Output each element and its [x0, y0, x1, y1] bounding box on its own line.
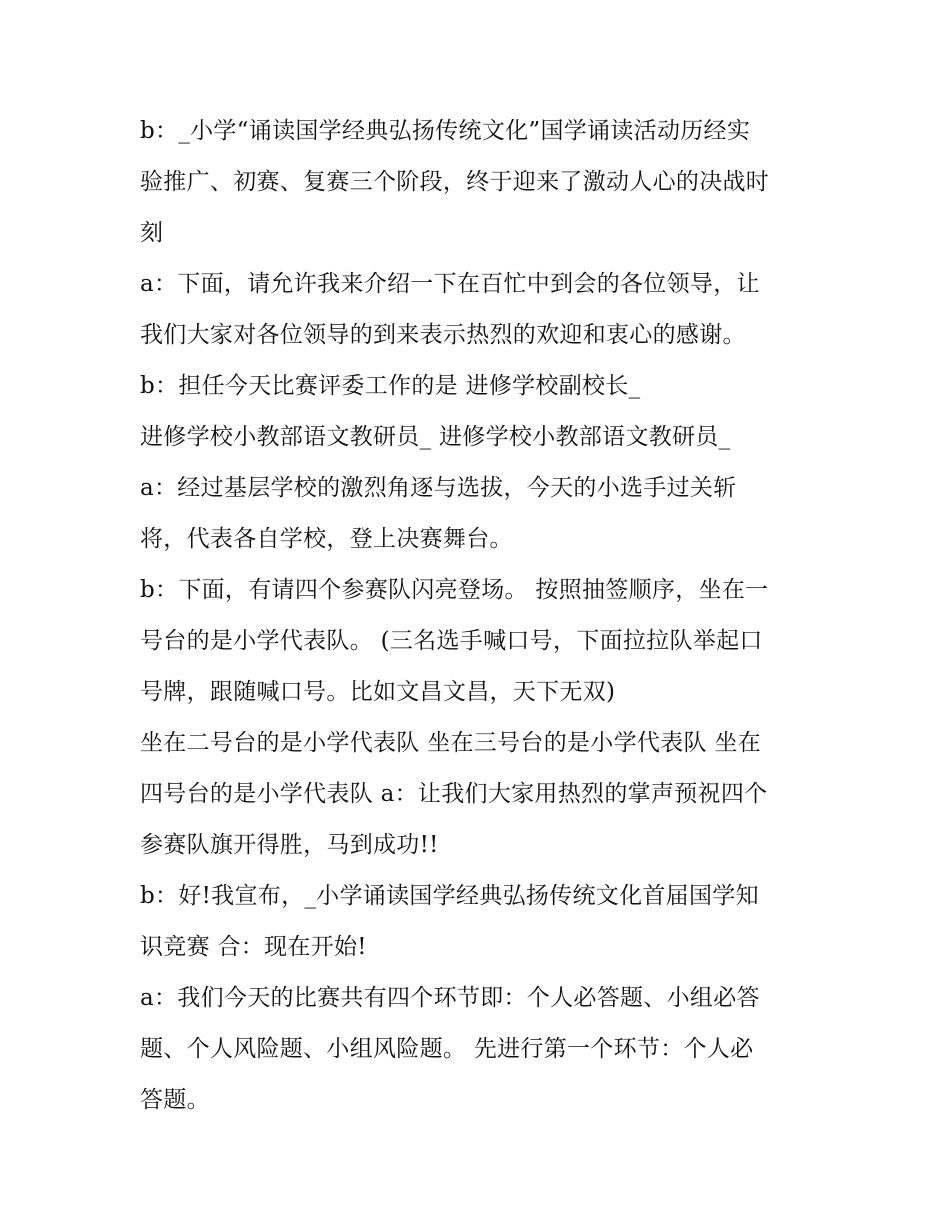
document-body — [140, 106, 820, 1126]
text-line: 验推广、初赛、复赛三个阶段，终于迎来了激动人心的决战时 — [140, 169, 770, 195]
text-line: 我们大家对各位领导的到来表示热烈的欢迎和衷心的感谢。 — [140, 322, 746, 348]
text-line: 进修学校小教部语文教研员_ 进修学校小教部语文教研员_ — [140, 424, 731, 450]
text-line: b：担任今天比赛评委工作的是 进修学校副校长_ — [140, 373, 641, 399]
text-line: 将，代表各自学校，登上决赛舞台。 — [140, 526, 513, 552]
text-line: a：经过基层学校的激烈角逐与选拔，今天的小选手过关斩 — [140, 475, 737, 501]
text-line: b：_小学“诵读国学经典弘扬传统文化”国学诵读活动历经实 — [140, 118, 751, 144]
text-line: 四号台的是小学代表队 a：让我们大家用热烈的掌声预祝四个 — [140, 781, 768, 807]
text-line: 号牌，跟随喊口号。比如文昌文昌，天下无双) — [140, 679, 616, 705]
text-line: b：下面，有请四个参赛队闪亮登场。 按照抽签顺序，坐在一 — [140, 577, 769, 603]
text-line: 刻 — [140, 220, 164, 246]
text-line: a：下面，请允许我来介绍一下在百忙中到会的各位领导，让 — [140, 271, 760, 297]
text-line: 坐在二号台的是小学代表队 坐在三号台的是小学代表队 坐在 — [140, 730, 762, 756]
text-line: 题、个人风险题、小组风险题。 先进行第一个环节：个人必 — [140, 1036, 754, 1062]
text-line: b：好!我宣布，_小学诵读国学经典弘扬传统文化首届国学知 — [140, 883, 759, 909]
text-line: 参赛队旗开得胜，马到成功!! — [140, 832, 439, 858]
text-line: a：我们今天的比赛共有四个环节即：个人必答题、小组必答 — [140, 985, 760, 1011]
text-line: 识竞赛 合：现在开始! — [140, 934, 367, 960]
text-line: 答题。 — [140, 1087, 210, 1113]
text-line: 号台的是小学代表队。 (三名选手喊口号，下面拉拉队举起口 — [140, 628, 763, 654]
